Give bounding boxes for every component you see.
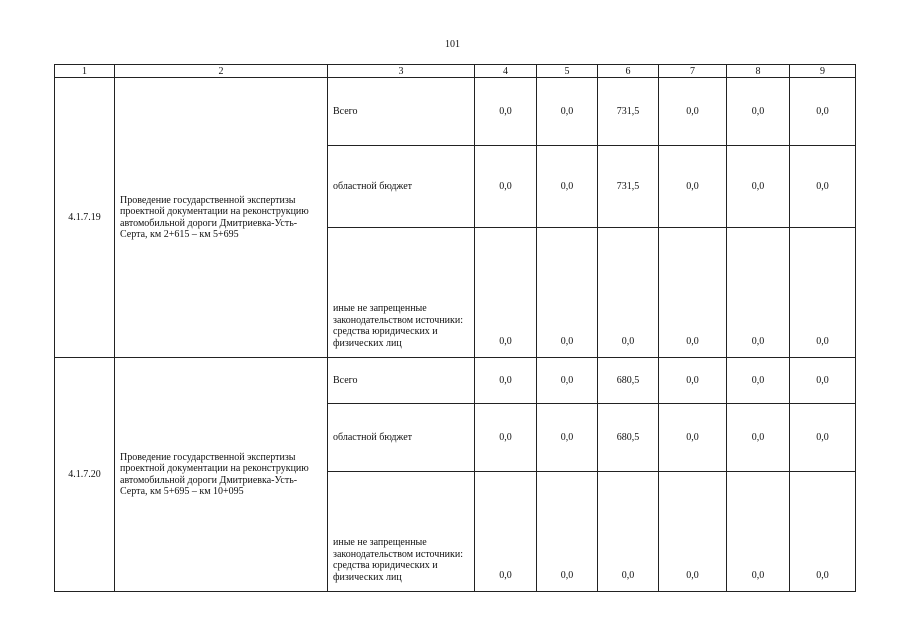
value-cell: 0,0	[659, 404, 727, 472]
value-cell: 680,5	[598, 404, 659, 472]
value-cell: 0,0	[727, 358, 790, 404]
value-cell: 0,0	[537, 146, 598, 228]
funding-source: Всего	[328, 78, 475, 146]
item-description: Проведение государственной экспертизы проектной документации на реконструкцию автомобильной дороги Дмитриевка-Усть-Серта, км 5+695 – км 10+095	[115, 358, 328, 592]
value-cell: 0,0	[659, 358, 727, 404]
value-cell: 0,0	[727, 78, 790, 146]
value-cell: 0,0	[475, 472, 537, 592]
value-cell: 0,0	[537, 78, 598, 146]
funding-source: Всего	[328, 358, 475, 404]
page-number: 101	[445, 39, 460, 50]
value-cell: 731,5	[598, 78, 659, 146]
funding-source: иные не запрещенные законодательством источники: средства юридических и физических лиц	[328, 228, 475, 358]
column-header: 3	[328, 65, 475, 78]
value-cell: 0,0	[659, 146, 727, 228]
value-cell: 0,0	[790, 358, 856, 404]
value-cell: 0,0	[537, 404, 598, 472]
value-cell: 0,0	[598, 228, 659, 358]
value-cell: 0,0	[475, 78, 537, 146]
column-header: 7	[659, 65, 727, 78]
value-cell: 0,0	[537, 472, 598, 592]
value-cell: 0,0	[790, 228, 856, 358]
column-header: 8	[727, 65, 790, 78]
table-row	[55, 358, 856, 404]
column-header: 4	[475, 65, 537, 78]
funding-source: областной бюджет	[328, 146, 475, 228]
value-cell: 0,0	[475, 358, 537, 404]
value-cell: 0,0	[727, 472, 790, 592]
budget-table	[54, 64, 856, 592]
value-cell: 0,0	[727, 146, 790, 228]
item-code: 4.1.7.19	[55, 78, 115, 358]
value-cell: 0,0	[537, 228, 598, 358]
column-header: 1	[55, 65, 115, 78]
value-cell: 0,0	[727, 228, 790, 358]
value-cell: 0,0	[537, 358, 598, 404]
item-description: Проведение государственной экспертизы проектной документации на реконструкцию автомобильной дороги Дмитриевка-Усть-Серта, км 2+615 – км 5+695	[115, 78, 328, 358]
value-cell: 0,0	[598, 472, 659, 592]
value-cell: 0,0	[659, 472, 727, 592]
funding-source: иные не запрещенные законодательством источники: средства юридических и физических лиц	[328, 472, 475, 592]
value-cell: 731,5	[598, 146, 659, 228]
value-cell: 0,0	[659, 78, 727, 146]
value-cell: 0,0	[790, 472, 856, 592]
value-cell: 0,0	[790, 404, 856, 472]
value-cell: 0,0	[475, 228, 537, 358]
column-header: 6	[598, 65, 659, 78]
value-cell: 0,0	[790, 78, 856, 146]
funding-source: областной бюджет	[328, 404, 475, 472]
value-cell: 0,0	[727, 404, 790, 472]
column-header: 2	[115, 65, 328, 78]
table-row	[55, 78, 856, 146]
item-code: 4.1.7.20	[55, 358, 115, 592]
table-header-row	[55, 65, 856, 78]
column-header: 9	[790, 65, 856, 78]
value-cell: 0,0	[475, 404, 537, 472]
value-cell: 0,0	[475, 146, 537, 228]
value-cell: 680,5	[598, 358, 659, 404]
value-cell: 0,0	[790, 146, 856, 228]
value-cell: 0,0	[659, 228, 727, 358]
column-header: 5	[537, 65, 598, 78]
